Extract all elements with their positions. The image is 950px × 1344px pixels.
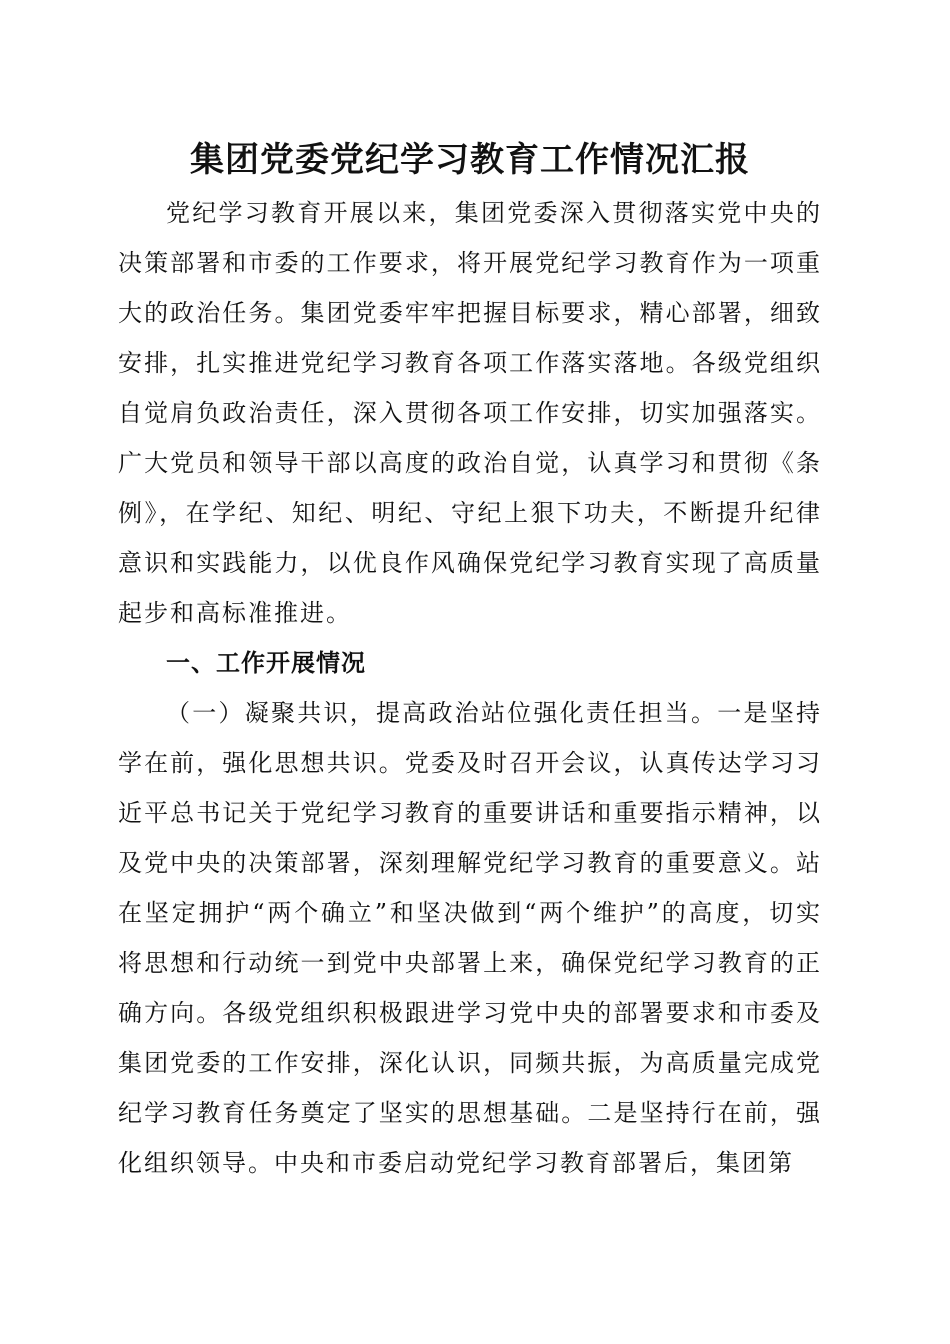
section-heading: 一、工作开展情况 [166,649,366,677]
document-page [118,138,822,1188]
section-paragraph: （一）凝聚共识，提高政治站位强化责任担当。一是坚持学在前，强化思想共识。党委及时召开会议，认真传达学习习近平总书记关于党纪学习教育的重要讲话和重要指示精神，以及党中央的决策部署，深刻理解党纪学习教育的重要意义。站在坚定拥护“两个确立”和坚决做到“两个维护”的高度，切实将思想和行动统一到党中央部署上来，确保党纪学习教育的正确方向。各级党组织积极跟进学习党中央的部署要求和市委及集团党委的工作安排，深化认识，同频共振，为高质量完成党纪学习教育任务奠定了坚实的思想基础。二是坚持行在前，强化组织领导。中央和市委启动党纪学习教育部署后，集团第 [118,699,822,1177]
document-title: 集团党委党纪学习教育工作情况汇报 [190,140,750,180]
intro-paragraph: 党纪学习教育开展以来，集团党委深入贯彻落实党中央的决策部署和市委的工作要求，将开展党纪学习教育作为一项重大的政治任务。集团党委牢牢把握目标要求，精心部署，细致安排，扎实推进党纪学习教育各项工作落实落地。各级党组织自觉肩负政治责任，深入贯彻各项工作安排，切实加强落实。广大党员和领导干部以高度的政治自觉，认真学习和贯彻《条例》，在学纪、知纪、明纪、守纪上狠下功夫，不断提升纪律意识和实践能力，以优良作风确保党纪学习教育实现了高质量起步和高标准推进。 [118,199,822,627]
